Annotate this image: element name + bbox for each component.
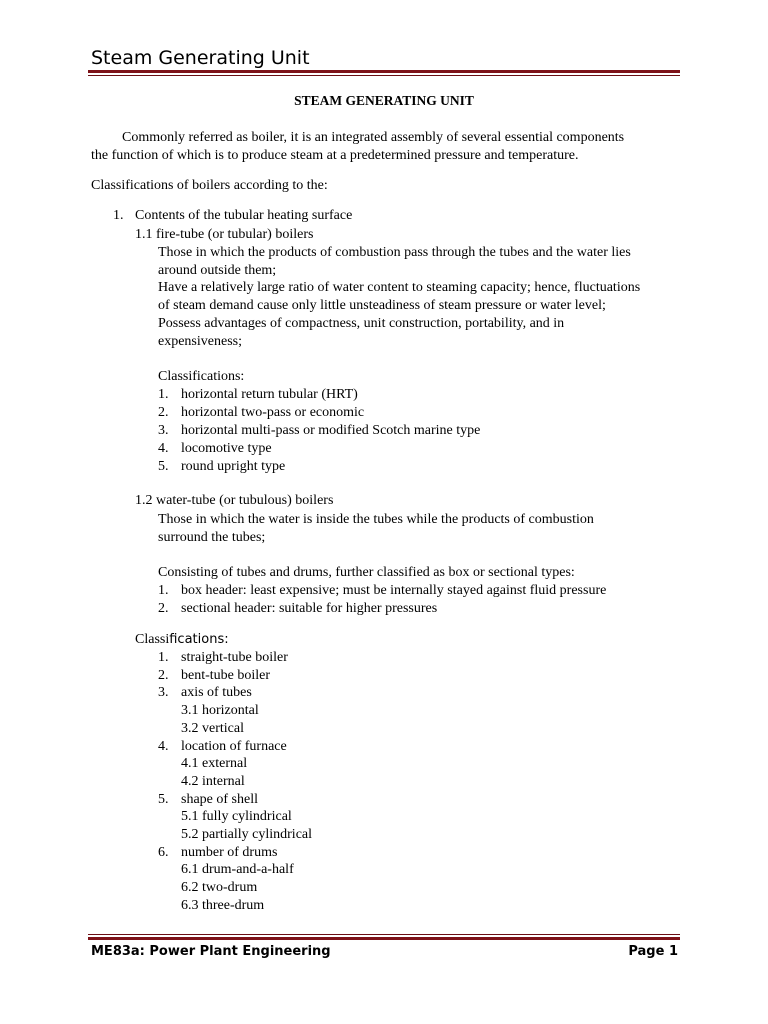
water-class-item: 6.3 three-drum bbox=[181, 897, 265, 913]
footer-page-number: Page 1 bbox=[628, 944, 678, 959]
fire-class-item: horizontal return tubular (HRT) bbox=[181, 387, 358, 402]
water-class-number: 3. bbox=[158, 685, 169, 701]
fire-class-number: 4. bbox=[158, 441, 169, 456]
footer-rule-thin bbox=[88, 934, 680, 935]
water-class-item: 3.2 vertical bbox=[181, 720, 244, 736]
water-class-item: number of drums bbox=[181, 844, 278, 860]
classifications-label-part-a: Classi bbox=[135, 632, 170, 647]
water-class-item: shape of shell bbox=[181, 791, 258, 807]
water-class-number: 1. bbox=[158, 650, 169, 665]
fire-class-item: horizontal multi-pass or modified Scotch marine type bbox=[181, 423, 481, 438]
water-type-number: 2. bbox=[158, 601, 169, 616]
water-class-item: 4.2 internal bbox=[181, 773, 245, 789]
water-class-item: 5.2 partially cylindrical bbox=[181, 827, 313, 842]
water-class-number: 2. bbox=[158, 667, 169, 683]
water-class-item: axis of tubes bbox=[181, 685, 252, 701]
fire-class-number: 3. bbox=[158, 423, 169, 438]
water-tube-line: surround the tubes; bbox=[158, 530, 266, 545]
fire-tube-classifications-label: Classifications: bbox=[158, 369, 245, 384]
water-tube-classifications-label bbox=[135, 631, 229, 649]
header-rule-thick bbox=[88, 70, 680, 73]
fire-class-number: 5. bbox=[158, 459, 169, 474]
water-type-number: 1. bbox=[158, 583, 169, 598]
fire-class-number: 2. bbox=[158, 405, 169, 420]
water-class-item: 4.1 external bbox=[181, 756, 248, 772]
water-class-number: 4. bbox=[158, 738, 169, 754]
water-type-item: box header: least expensive; must be internally stayed against fluid pressure bbox=[181, 583, 607, 598]
intro-line-2: the function of which is to produce steam at a predetermined pressure and temperature. bbox=[91, 148, 579, 163]
page-header-title: Steam Generating Unit bbox=[91, 47, 310, 69]
water-class-item: 6.1 drum-and-a-half bbox=[181, 862, 294, 878]
fire-tube-line: expensiveness; bbox=[158, 334, 242, 349]
water-class-item: 3.1 horizontal bbox=[181, 703, 259, 719]
fire-tube-line: of steam demand cause only little unsteadiness of steam pressure or water level; bbox=[158, 298, 606, 313]
fire-tube-line: Possess advantages of compactness, unit construction, portability, and in bbox=[158, 316, 565, 331]
fire-class-number: 1. bbox=[158, 387, 169, 402]
intro-line-1: Commonly referred as boiler, it is an integrated assembly of several essential components bbox=[122, 130, 625, 145]
water-class-item: 6.2 two-drum bbox=[181, 880, 258, 896]
fire-tube-line: Those in which the products of combustion pass through the tubes and the water lies bbox=[158, 245, 631, 260]
fire-tube-heading: 1.1 fire-tube (or tubular) boilers bbox=[135, 227, 314, 242]
water-tube-consisting: Consisting of tubes and drums, further classified as box or sectional types: bbox=[158, 565, 575, 580]
water-tube-line: Those in which the water is inside the tubes while the products of combustion bbox=[158, 512, 594, 527]
classifications-label-part-b: fications: bbox=[169, 632, 229, 647]
fire-class-item: horizontal two-pass or economic bbox=[181, 405, 365, 420]
fire-class-item: round upright type bbox=[181, 459, 286, 474]
water-class-number: 6. bbox=[158, 844, 169, 860]
water-class-item: 5.1 fully cylindrical bbox=[181, 809, 292, 825]
section-1-number: 1. bbox=[113, 208, 124, 223]
fire-tube-line: Have a relatively large ratio of water content to steaming capacity; hence, fluctuations bbox=[158, 280, 641, 295]
water-class-item: bent-tube boiler bbox=[181, 667, 271, 683]
classification-intro: Classifications of boilers according to the: bbox=[91, 178, 328, 193]
water-class-number: 5. bbox=[158, 791, 169, 807]
water-class-item: straight-tube boiler bbox=[181, 650, 288, 665]
header-rule-thin bbox=[88, 75, 680, 76]
fire-tube-line: around outside them; bbox=[158, 263, 277, 278]
document-title: STEAM GENERATING UNIT bbox=[294, 93, 474, 108]
fire-class-item: locomotive type bbox=[181, 441, 272, 456]
water-class-item: location of furnace bbox=[181, 738, 287, 754]
water-type-item: sectional header: suitable for higher pressures bbox=[181, 601, 438, 616]
footer-course-title: ME83a: Power Plant Engineering bbox=[91, 944, 331, 959]
section-1-title: Contents of the tubular heating surface bbox=[135, 208, 353, 223]
water-tube-heading: 1.2 water-tube (or tubulous) boilers bbox=[135, 493, 334, 508]
footer-rule-thick bbox=[88, 937, 680, 940]
